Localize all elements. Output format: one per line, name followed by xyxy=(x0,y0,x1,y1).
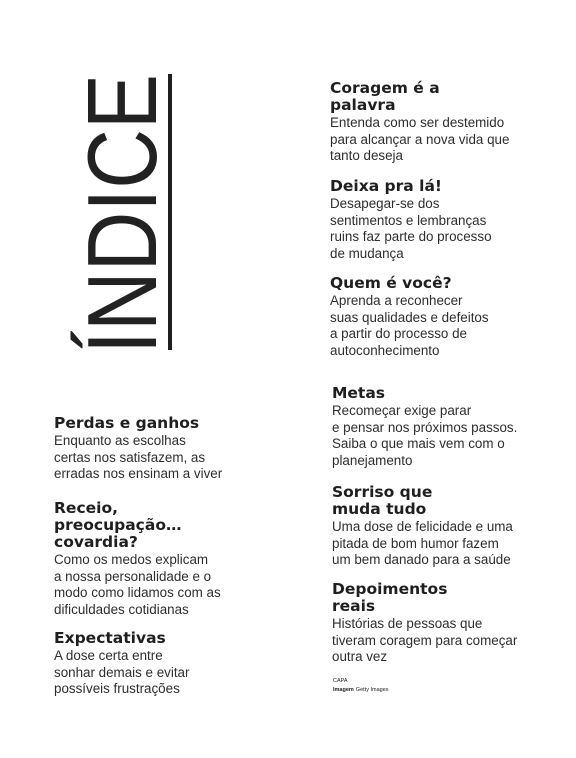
entry-sorriso-que-muda-tudo[interactable] xyxy=(332,484,513,569)
title-divider xyxy=(168,74,172,350)
entry-expectativas[interactable] xyxy=(54,630,189,698)
entry-heading: Metas xyxy=(332,384,386,402)
entry-description: Recomeçar exige parar e pensar nos próximos passos. Saiba o que mais vem com o planejamento xyxy=(332,403,518,468)
entry-description: Uma dose de felicidade e uma pitada de bom humor fazem um bem danado para a saúde xyxy=(332,519,513,568)
credits-image-line xyxy=(333,686,389,695)
credits-section: CAPA xyxy=(333,678,348,684)
entry-description: Como os medos explicam a nossa personalidade e o modo como lidamos com as dificuldades cotidianas xyxy=(54,552,221,617)
entry-description: A dose certa entre sonhar demais e evitar possíveis frustrações xyxy=(54,648,190,697)
entry-metas[interactable] xyxy=(332,385,517,469)
entry-deixa-pra-la[interactable] xyxy=(330,178,492,262)
entry-description: Entenda como ser destemido para alcançar a nova vida que tanto deseja xyxy=(330,115,510,164)
credits-image-label: Imagem xyxy=(333,687,354,693)
entry-heading: Depoimentos reais xyxy=(332,580,448,615)
credits-image-source: Getty Images xyxy=(355,687,389,693)
image-credits xyxy=(333,677,389,695)
entry-heading: Receio, preocupação… covardia? xyxy=(54,499,182,551)
entry-heading: Perdas e ganhos xyxy=(54,414,200,432)
entry-receio[interactable] xyxy=(54,500,221,618)
entry-heading: Quem é você? xyxy=(330,274,452,292)
entry-heading: Sorriso que muda tudo xyxy=(332,483,433,518)
index-title-text: ÍNDICE xyxy=(67,21,177,354)
entry-perdas-e-ganhos[interactable] xyxy=(54,415,222,483)
entry-depoimentos-reais[interactable] xyxy=(332,581,517,666)
entry-heading: Coragem é a palavra xyxy=(330,79,440,114)
entry-description: Enquanto as escolhas certas nos satisfazem, as erradas nos ensinam a viver xyxy=(54,433,223,482)
entry-coragem-e-a-palavra[interactable] xyxy=(330,80,509,165)
entry-heading: Deixa pra lá! xyxy=(330,177,442,195)
entry-quem-e-voce[interactable] xyxy=(330,275,489,359)
entry-heading: Expectativas xyxy=(54,629,166,647)
index-title xyxy=(67,21,177,356)
entry-description: Histórias de pessoas que tiveram coragem para começar outra vez xyxy=(332,616,518,665)
entry-description: Aprenda a reconhecer suas qualidades e defeitos a partir do processo de autoconhecimento xyxy=(330,293,489,358)
entry-description: Desapegar-se dos sentimentos e lembranças ruins faz parte do processo de mudança xyxy=(330,196,492,261)
